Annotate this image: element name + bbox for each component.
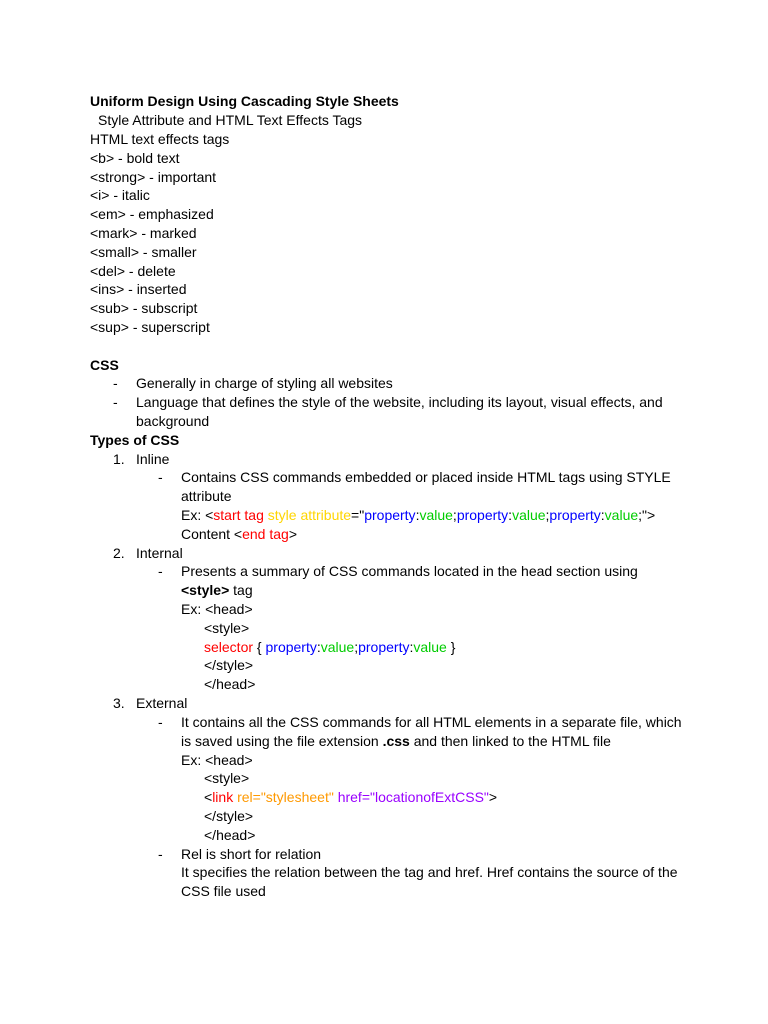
value-text: value xyxy=(419,507,453,523)
semicolon: ; xyxy=(354,639,359,655)
internal-example-head: Ex: <head> xyxy=(181,601,253,617)
tag-item: <strong> - important xyxy=(90,169,217,185)
list-number: 3. xyxy=(113,695,125,711)
value-text: value xyxy=(413,639,447,655)
bullet-marker: - xyxy=(113,375,118,391)
start-tag-text: start tag xyxy=(213,507,264,523)
tag-word: tag xyxy=(229,582,253,598)
css-bullet-continuation: background xyxy=(136,413,210,429)
tag-item: <b> - bold text xyxy=(90,150,180,166)
bullet-marker: - xyxy=(158,846,163,862)
external-link-line xyxy=(204,788,497,806)
colon: : xyxy=(409,639,414,655)
list-number: 2. xyxy=(113,545,125,561)
internal-style-open: <style> xyxy=(204,620,250,636)
css-bullet: Generally in charge of styling all websites xyxy=(136,375,393,391)
bullet-marker: - xyxy=(158,714,163,730)
brace-open: { xyxy=(253,639,266,655)
style-attribute-text: style attribute xyxy=(267,507,352,523)
rel-desc-continuation: CSS file used xyxy=(181,883,266,899)
tag-item: <ins> - inserted xyxy=(90,281,187,297)
internal-label: Internal xyxy=(136,545,183,561)
property-text: property xyxy=(456,507,509,523)
inline-desc: Contains CSS commands embedded or placed inside HTML tags using STYLE xyxy=(181,469,671,485)
property-text: property xyxy=(549,507,601,523)
value-text: value xyxy=(320,639,355,655)
gt: > xyxy=(488,789,498,805)
gt: > xyxy=(288,526,298,542)
href-attr-text: href="locationofExtCSS" xyxy=(333,789,489,805)
property-text: property xyxy=(364,507,416,523)
semicolon: ; xyxy=(545,507,550,523)
inline-label: Inline xyxy=(136,451,170,467)
inline-example xyxy=(181,506,655,524)
close-quote: ;"> xyxy=(638,507,656,523)
colon: : xyxy=(600,507,605,523)
tag-item: <sup> - superscript xyxy=(90,319,210,335)
css-heading: CSS xyxy=(90,357,119,373)
external-label: External xyxy=(136,695,188,711)
bullet-marker: - xyxy=(158,469,163,485)
selector-text: selector xyxy=(204,639,254,655)
property-text: property xyxy=(358,639,410,655)
property-text: property xyxy=(265,639,317,655)
external-example-head: Ex: <head> xyxy=(181,752,253,768)
inline-content-line xyxy=(181,525,297,543)
colon: : xyxy=(415,507,420,523)
external-head-close: </head> xyxy=(204,827,256,843)
css-extension-text: .css xyxy=(382,733,410,749)
value-text: value xyxy=(604,507,639,523)
external-desc-continuation xyxy=(181,732,611,750)
desc-text: and then linked to the HTML file xyxy=(409,733,611,749)
colon: : xyxy=(316,639,321,655)
types-heading: Types of CSS xyxy=(90,432,180,448)
tags-heading: HTML text effects tags xyxy=(90,131,230,147)
tag-item: <em> - emphasized xyxy=(90,206,214,222)
internal-style-close: </style> xyxy=(204,657,254,673)
list-number: 1. xyxy=(113,451,125,467)
tag-item: <small> - smaller xyxy=(90,244,197,260)
bullet-marker: - xyxy=(158,563,163,579)
tag-item: <i> - italic xyxy=(90,187,150,203)
external-desc: It contains all the CSS commands for all HTML elements in a separate file, which xyxy=(181,714,682,730)
css-bullet: Language that defines the style of the website, including its layout, visual effects, and xyxy=(136,394,663,410)
external-style-open: <style> xyxy=(204,770,250,786)
desc-text: is saved using the file extension xyxy=(181,733,383,749)
inline-desc-continuation: attribute xyxy=(181,488,232,504)
rel-attr-text: rel="stylesheet" xyxy=(233,789,334,805)
tag-item: <sub> - subscript xyxy=(90,300,198,316)
colon: : xyxy=(508,507,513,523)
lt: < xyxy=(204,789,213,805)
style-tag-text: <style> xyxy=(181,582,230,598)
internal-desc-continuation xyxy=(181,581,253,599)
document-title: Uniform Design Using Cascading Style Sheets xyxy=(90,93,399,109)
tag-item: <mark> - marked xyxy=(90,225,197,241)
internal-desc: Presents a summary of CSS commands located in the head section using xyxy=(181,563,638,579)
external-style-close: </style> xyxy=(204,808,254,824)
bullet-marker: - xyxy=(113,394,118,410)
internal-selector-line xyxy=(204,638,455,656)
internal-head-close: </head> xyxy=(204,676,256,692)
rel-desc: It specifies the relation between the tag and href. Href contains the source of the xyxy=(181,864,678,880)
example-prefix: Ex: < xyxy=(181,507,214,523)
document-subtitle: Style Attribute and HTML Text Effects Tags xyxy=(98,112,363,128)
tag-item: <del> - delete xyxy=(90,263,176,279)
semicolon: ; xyxy=(452,507,457,523)
rel-note: Rel is short for relation xyxy=(181,846,322,862)
value-text: value xyxy=(512,507,546,523)
end-tag-text: end tag xyxy=(242,526,289,542)
link-tag-text: link xyxy=(212,789,234,805)
content-prefix: Content < xyxy=(181,526,243,542)
eq-quote: =" xyxy=(351,507,365,523)
brace-close: } xyxy=(446,639,456,655)
